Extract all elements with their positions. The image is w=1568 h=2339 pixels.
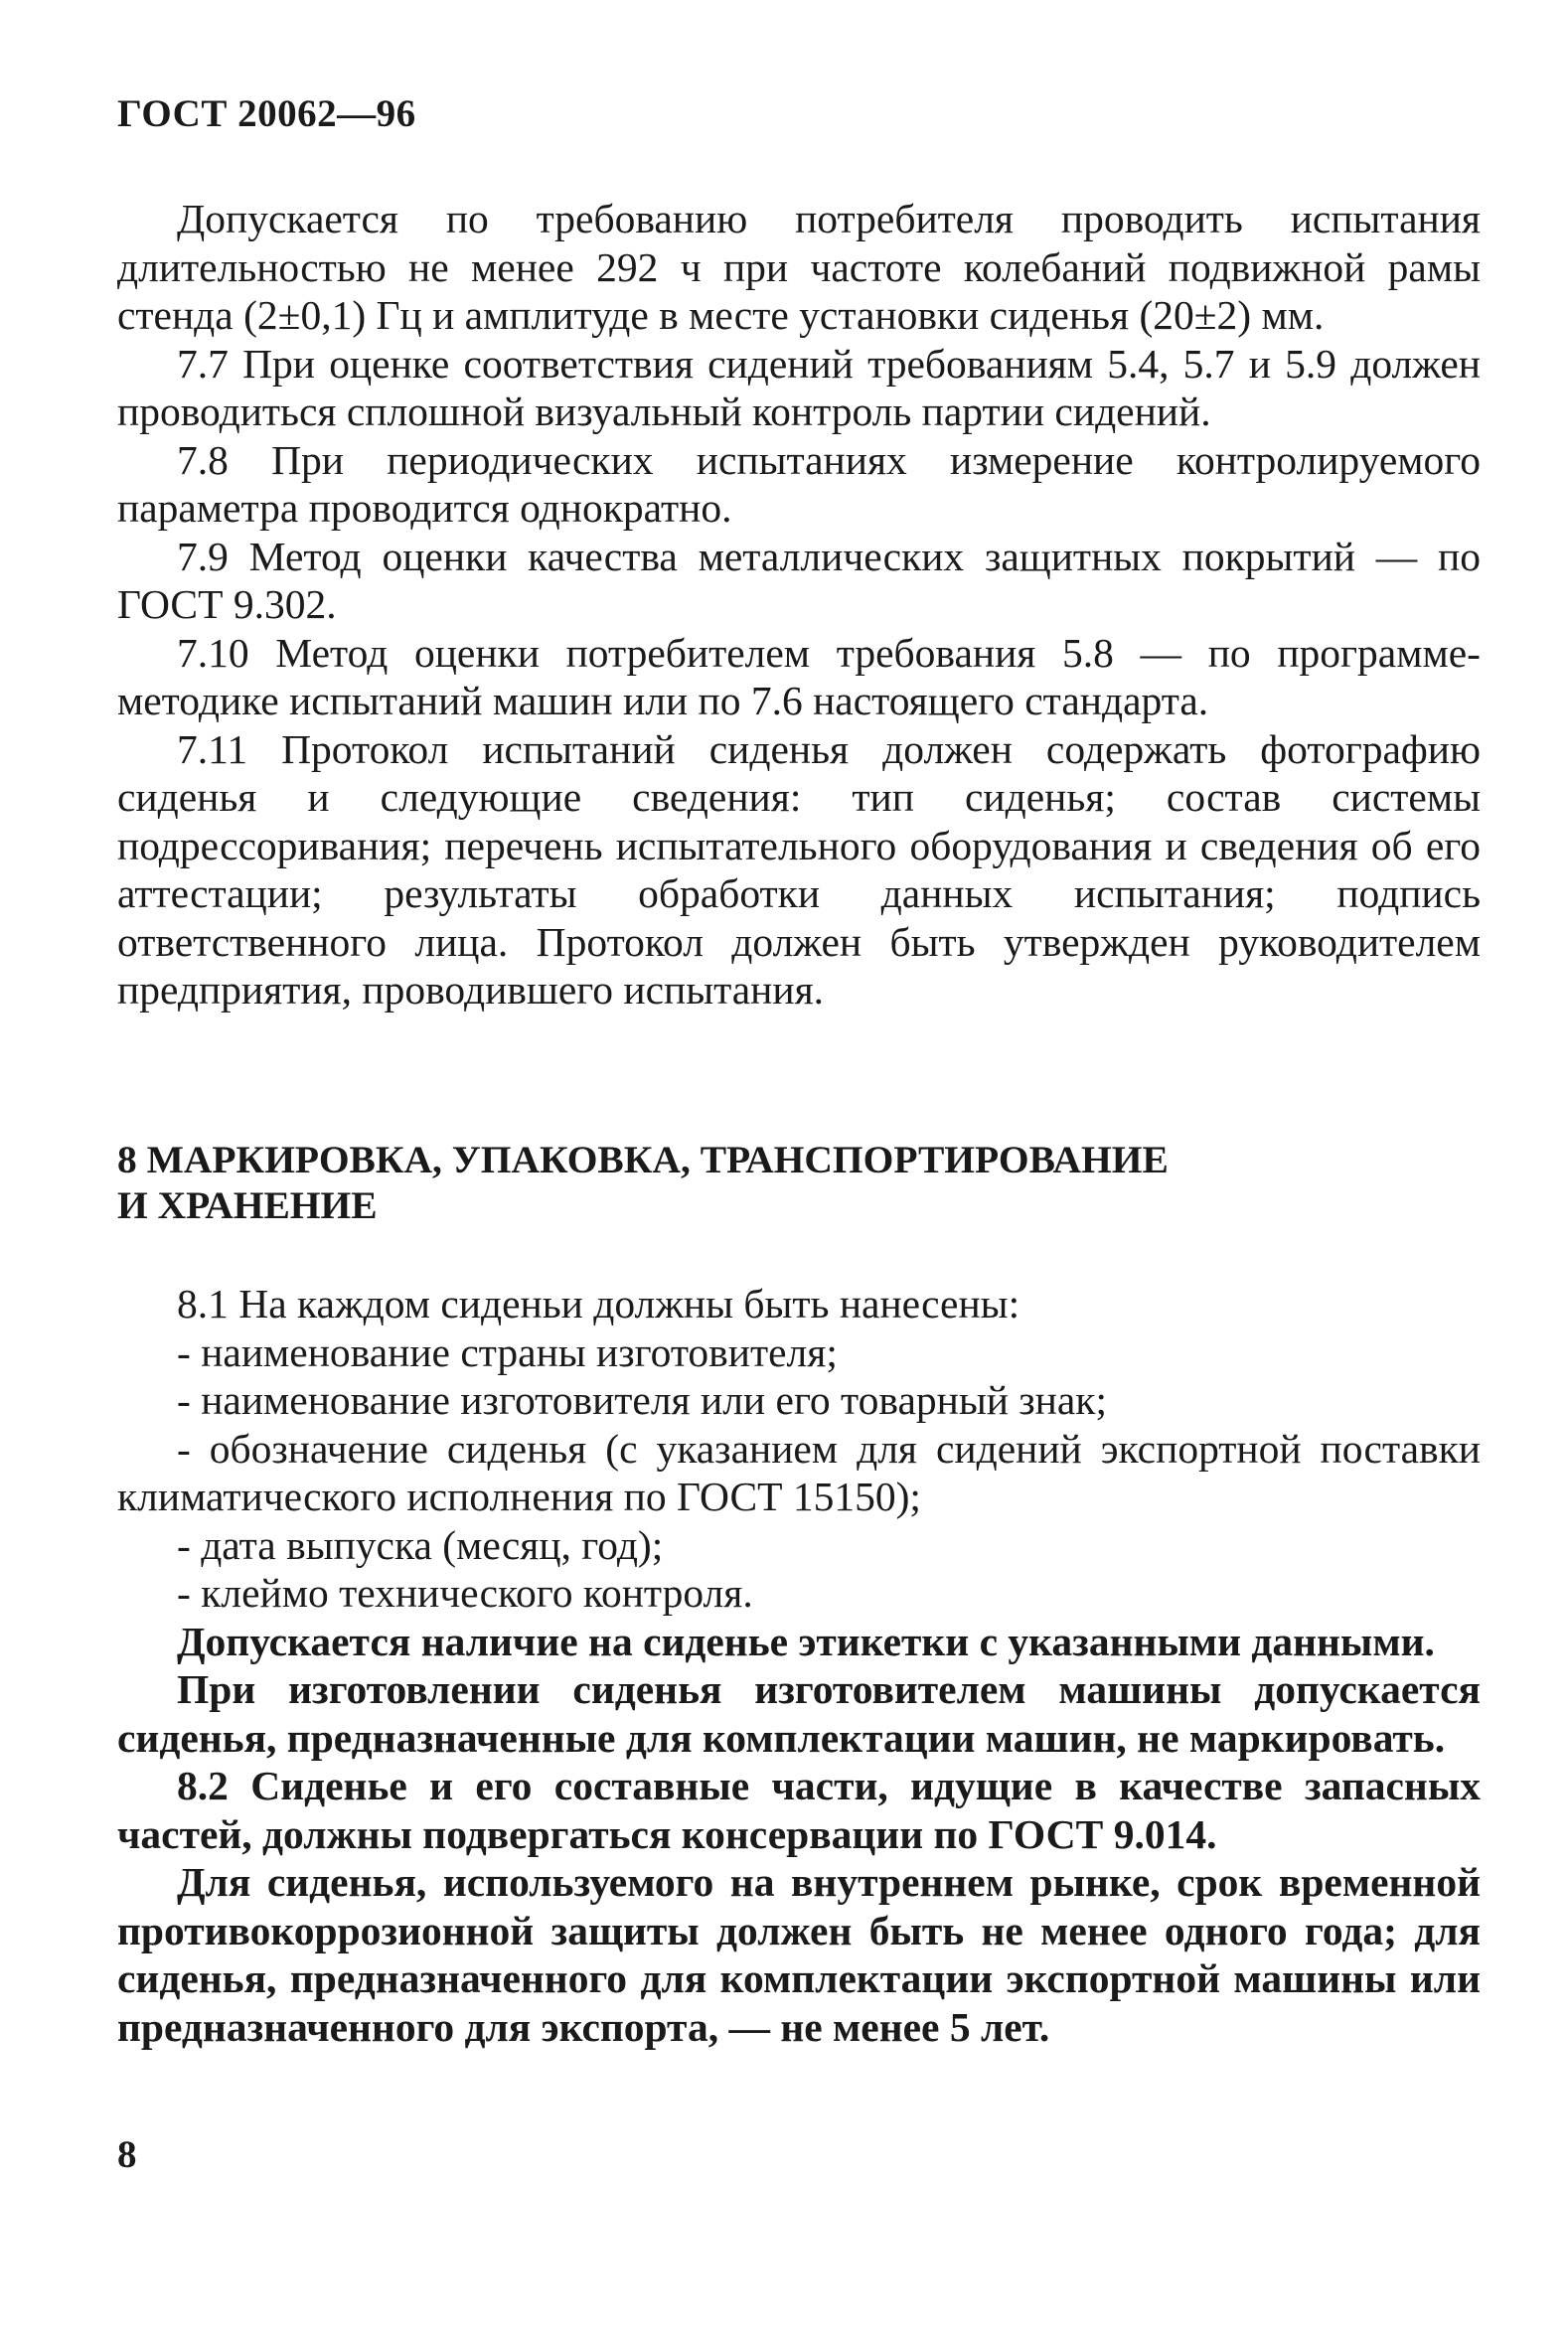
paragraph-7-7: 7.7 При оценке соответствия сидений требованиям 5.4, 5.7 и 5.9 должен проводиться сплошной визуальный контроль партии сидений. <box>117 340 1481 434</box>
section-8-heading-line-1: 8 МАРКИРОВКА, УПАКОВКА, ТРАНСПОРТИРОВАНИЕ <box>117 1138 1169 1181</box>
paragraph-7-10: 7.10 Метод оценки потребителем требования 5.8 — по программе-методике испытаний машин или по 7.6 настоящего стандарта. <box>117 629 1481 723</box>
page-number: 8 <box>117 2133 137 2176</box>
list-item: - дата выпуска (месяц, год); <box>177 1521 664 1568</box>
section-8-heading-line-2: И ХРАНЕНИЕ <box>117 1183 378 1227</box>
paragraph-7-8: 7.8 При периодических испытаниях измерение контролируемого параметра проводится однократно. <box>117 436 1481 531</box>
paragraph-8-2: 8.2 Сиденье и его составные части, идущие в качестве запасных частей, должны подвергаться консервации по ГОСТ 9.014. <box>117 1763 1481 1857</box>
paragraph-8-1: 8.1 На каждом сиденьи должны быть нанесены: <box>177 1281 1020 1326</box>
list-item: - наименование страны изготовителя; <box>177 1328 838 1375</box>
paragraph-label-allowed: Допускается наличие на сиденье этикетки с указанными данными. <box>177 1618 1435 1664</box>
list-item: - наименование изготовителя или его товарный знак; <box>177 1377 1107 1423</box>
paragraph-7-9: 7.9 Метод оценки качества металлических защитных покрытий — по ГОСТ 9.302. <box>117 533 1481 627</box>
section-8-heading <box>117 1137 1310 1228</box>
paragraph-continuation: Допускается по требованию потребителя проводить испытания длительностью не менее 292 ч при частоте колебаний подвижной рамы стенда (2±0,1) Гц и амплитуде в месте установки сиденья (20±2) мм. <box>117 196 1481 338</box>
paragraph-corrosion-protection: Для сиденья, используемого на внутреннем рынке, срок временной противокоррозионной защиты должен быть не менее одного года; для сиденья, предназначенного для комплектации экспортной машины или предназначенного для экспорта, — не менее 5 лет. <box>117 1859 1481 2050</box>
list-item: - клеймо технического контроля. <box>177 1570 753 1616</box>
section-8-text <box>117 1280 1481 2051</box>
running-head: ГОСТ 20062—96 <box>117 92 416 135</box>
section-7-text <box>117 195 1481 1014</box>
paragraph-marking-allowed: При изготовлении сиденья изготовителем машины допускается сиденья, предназначенные для комплектации машин, не маркировать. <box>117 1666 1481 1761</box>
paragraph-7-11: 7.11 Протокол испытаний сиденья должен содержать фотографию сиденья и следующие сведения: тип сиденья; состав системы подрессоривания; перечень испытательного оборудования и сведения об его аттестации; результаты обработки данных испытания; подпись ответственного лица. Протокол должен быть утвержден руководителем предприятия, проводившего испытания. <box>117 725 1481 1013</box>
list-item: - обозначение сиденья (с указанием для сидений экспортной поставки климатического исполнения по ГОСТ 15150); <box>117 1425 1481 1519</box>
